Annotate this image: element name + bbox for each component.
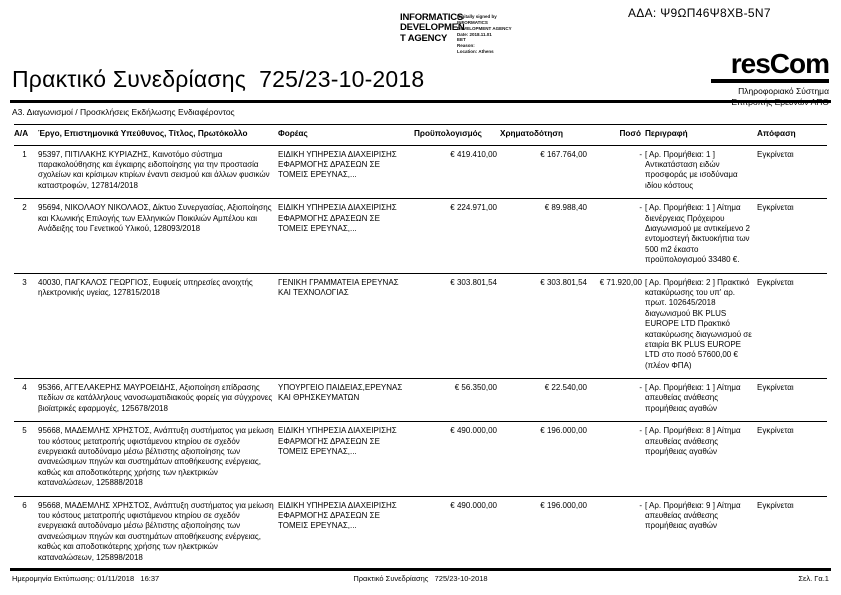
cell-funding: € 22.540,00 bbox=[544, 383, 587, 393]
table-row bbox=[14, 422, 827, 496]
stamp-line: DEVELOPMENT AGENCY bbox=[457, 25, 512, 31]
table-row bbox=[14, 273, 827, 379]
cell-index: 6 bbox=[22, 500, 27, 510]
rescom-tagline-1: Πληροφοριακό Σύστημα bbox=[738, 86, 829, 96]
stamp-line: EET bbox=[457, 37, 466, 43]
rescom-logo-text: resCom bbox=[730, 48, 829, 79]
column-header-agency: Φορέας bbox=[278, 129, 308, 138]
cell-budget: € 419.410,00 bbox=[450, 149, 497, 159]
cell-index: 2 bbox=[22, 203, 27, 213]
page-title: Πρακτικό Συνεδρίασης 725/23-10-2018 bbox=[12, 66, 425, 92]
table-row bbox=[14, 496, 827, 570]
section-heading: Α3. Διαγωνισμοί / Προσκλήσεις Εκδήλωσης Ενδιαφέροντος bbox=[12, 107, 235, 117]
cell-description: [ Αρ. Προμήθεια: 1 ] Αντικατάσταση ειδών προσφοράς με ισοδύναμα ιδίου κόστους bbox=[645, 149, 738, 190]
decisions-table bbox=[14, 124, 827, 570]
column-header-budget: Προϋπολογισμός bbox=[414, 129, 482, 138]
cell-funding: € 303.801,54 bbox=[540, 277, 587, 287]
cell-project: 95668, ΜΑΔΕΜΛΗΣ ΧΡΗΣΤΟΣ, Ανάπτυξη συστήματος για μείωση του κόστους μετατροπής υφιστάμενου κτηρίου σε σχεδόν ενεργειακά αυτοδύναμο μέσω βέλτιστης αξιοποίησης των ανανεώσιμων πηγών και συστημάτων αποθήκευσης ενέργειας, καθώς και αποδοτικότερης χρήσης των ηλεκτρικών καταναλώσεων, 125898/2018 bbox=[38, 500, 274, 562]
cell-decision: Εγκρίνεται bbox=[757, 426, 794, 436]
rescom-logo-underline bbox=[711, 79, 829, 83]
cell-index: 1 bbox=[22, 149, 27, 159]
footer-divider-rule bbox=[10, 568, 831, 571]
cell-agency: ΥΠΟΥΡΓΕΙΟ ΠΑΙΔΕΙΑΣ,ΕΡΕΥΝΑΣ ΚΑΙ ΘΡΗΣΚΕΥΜΑΤΩΝ bbox=[278, 383, 403, 403]
cell-budget: € 303.801,54 bbox=[450, 277, 497, 287]
cell-budget: € 56.350,00 bbox=[454, 383, 497, 393]
cell-decision: Εγκρίνεται bbox=[757, 277, 794, 287]
cell-project: 95694, ΝΙΚΟΛΑΟΥ ΝΙΚΟΛΑΟΣ, Δίκτυο Συνεργασίας, Αξιοποίησης και Κλωνικής Επιλογής των Ελληνικών Ποικιλιών Αμπέλου και Ανάδειξης του Γενετικού Υλικού, 128093/2018 bbox=[38, 203, 272, 233]
cell-index: 5 bbox=[22, 426, 27, 436]
table-row bbox=[14, 379, 827, 422]
cell-budget: € 490.000,00 bbox=[450, 426, 497, 436]
cell-funding: € 167.764,00 bbox=[540, 149, 587, 159]
column-header-decision: Απόφαση bbox=[757, 129, 796, 138]
stamp-line: Location: Athens bbox=[457, 49, 494, 55]
cell-funding: € 196.000,00 bbox=[540, 426, 587, 436]
cell-project: 95668, ΜΑΔΕΜΛΗΣ ΧΡΗΣΤΟΣ, Ανάπτυξη συστήματος για μείωση του κόστους μετατροπής υφιστάμενου κτηρίου σε σχεδόν ενεργειακά αυτοδύναμο μέσω βέλτιστης αξιοποίησης των ανανεώσιμων πηγών και συστημάτων αποθήκευσης ενέργειας, καθώς και αποδοτικότερης χρήσης των ηλεκτρικών καταναλώσεων, 125888/2018 bbox=[38, 426, 274, 488]
ida-agency-text bbox=[400, 13, 465, 44]
page-footer bbox=[12, 574, 829, 583]
cell-agency: ΕΙΔΙΚΗ ΥΠΗΡΕΣΙΑ ΔΙΑΧΕΙΡΙΣΗΣ ΕΦΑΡΜΟΓΗΣ ΔΡΑΣΕΩΝ ΣΕ ΤΟΜΕΙΣ ΕΡΕΥΝΑΣ,... bbox=[278, 149, 397, 180]
cell-description: [ Αρ. Προμήθεια: 2 ] Πρακτικό κατακύρωσης του υπ' αρ. πρωτ. 102645/2018 διαγωνισμού BK PLUS EUROPE LTD Πρακτικό κατακύρωσης διαγωνισμού σε εταιρία BK PLUS EUROPE LTD στο ποσό 57600,00 € (πλέον ΦΠΑ) bbox=[645, 277, 752, 370]
table-row bbox=[14, 145, 827, 199]
ida-agency-line: T AGENCY bbox=[400, 32, 448, 44]
column-header-description: Περιγραφή bbox=[645, 129, 688, 138]
cell-agency: ΕΙΔΙΚΗ ΥΠΗΡΕΣΙΑ ΔΙΑΧΕΙΡΙΣΗΣ ΕΦΑΡΜΟΓΗΣ ΔΡΑΣΕΩΝ ΣΕ ΤΟΜΕΙΣ ΕΡΕΥΝΑΣ,... bbox=[278, 500, 397, 531]
title-divider-rule bbox=[10, 100, 831, 103]
cell-amount: € 71.920,00 bbox=[599, 277, 642, 287]
cell-agency: ΓΕΝΙΚΗ ΓΡΑΜΜΑΤΕΙΑ ΕΡΕΥΝΑΣ ΚΑΙ ΤΕΧΝΟΛΟΓΙΑΣ bbox=[278, 277, 399, 297]
cell-description: [ Αρ. Προμήθεια: 1 ] Αίτημα διενέργειας Πρόχειρου Διαγωνισμού με αντικείμενο 2 εντομοστεγή δικτυοκήπια των 500 m2 έκαστο προϋπολογισμού 33480 €. bbox=[645, 203, 750, 265]
cell-budget: € 224.971,00 bbox=[450, 203, 497, 213]
cell-budget: € 490.000,00 bbox=[450, 500, 497, 510]
footer-print-date: Ημερομηνία Εκτύπωσης: 01/11/2018 16:37 bbox=[12, 574, 160, 583]
cell-funding: € 196.000,00 bbox=[540, 500, 587, 510]
column-header-project: Έργο, Επιστημονικά Υπεύθυνος, Τίτλος, Πρωτόκολλο bbox=[38, 129, 248, 138]
cell-project: 40030, ΠΑΓΚΑΛΟΣ ΓΕΩΡΓΙΟΣ, Ευφυείς υπηρεσίες ανοιχτής ηλεκτρονικής υγείας, 127815/2018 bbox=[38, 277, 253, 297]
cell-decision: Εγκρίνεται bbox=[757, 383, 794, 393]
table-header-row bbox=[14, 125, 827, 146]
cell-amount: - bbox=[639, 149, 642, 159]
ada-number: ΑΔΑ: Ψ9ΩΠ46Ψ8ΧΒ-5Ν7 bbox=[628, 6, 771, 20]
table-row bbox=[14, 199, 827, 273]
cell-agency: ΕΙΔΙΚΗ ΥΠΗΡΕΣΙΑ ΔΙΑΧΕΙΡΙΣΗΣ ΕΦΑΡΜΟΓΗΣ ΔΡΑΣΕΩΝ ΣΕ ΤΟΜΕΙΣ ΕΡΕΥΝΑΣ,... bbox=[278, 203, 397, 233]
cell-index: 3 bbox=[22, 277, 27, 287]
stamp-line: INFORMATICS bbox=[457, 19, 488, 25]
ida-agency-line: DEVELOPMEN bbox=[400, 22, 465, 34]
stamp-line: Date: 2018.11.01 bbox=[457, 31, 492, 37]
cell-description: [ Αρ. Προμήθεια: 8 ] Αίτημα απευθείας ανάθεσης προμήθειας αγαθών bbox=[645, 426, 741, 457]
cell-description: [ Αρ. Προμήθεια: 9 ] Αίτημα απευθείας ανάθεσης προμήθειας αγαθών bbox=[645, 500, 741, 531]
ida-agency-line: INFORMATICS bbox=[400, 12, 464, 23]
cell-description: [ Αρ. Προμήθεια: 1 ] Αίτημα απευθείας ανάθεσης προμήθειας αγαθών bbox=[645, 383, 741, 413]
cell-funding: € 89.988,40 bbox=[544, 203, 587, 213]
cell-amount: - bbox=[639, 383, 642, 393]
column-header-index: Α/Α bbox=[14, 129, 29, 138]
cell-index: 4 bbox=[22, 383, 27, 393]
cell-decision: Εγκρίνεται bbox=[757, 203, 794, 213]
stamp-line: Reason: bbox=[457, 43, 475, 49]
stamp-line: Digitally signed by bbox=[457, 14, 497, 19]
footer-document-title: Πρακτικό Συνεδρίασης 725/23-10-2018 bbox=[353, 574, 488, 583]
cell-amount: - bbox=[639, 426, 642, 436]
cell-project: 95397, ΠΙΤΙΛΑΚΗΣ ΚΥΡΙΑΖΗΣ, Καινοτόμο σύστημα παρακολούθησης και έγκαιρης ειδοποίησης για την προστασία σχολείων και κρίσιμων κτιρίων έναντι σεισμού και άλλων φυσικών καταστροφών, 127814/2018 bbox=[38, 149, 270, 190]
cell-amount: - bbox=[639, 500, 642, 510]
cell-decision: Εγκρίνεται bbox=[757, 500, 794, 510]
cell-agency: ΕΙΔΙΚΗ ΥΠΗΡΕΣΙΑ ΔΙΑΧΕΙΡΙΣΗΣ ΕΦΑΡΜΟΓΗΣ ΔΡΑΣΕΩΝ ΣΕ ΤΟΜΕΙΣ ΕΡΕΥΝΑΣ,... bbox=[278, 426, 397, 457]
cell-amount: - bbox=[639, 203, 642, 213]
cell-project: 95366, ΑΓΓΕΛΑΚΕΡΗΣ ΜΑΥΡΟΕΙΔΗΣ, Αξιοποίηση επίδρασης πεδίων σε κατάλληλους νανοσωματιδιακούς φορείς για σύγχρονες βιοϊατρικές εφαρμογές, 125678/2018 bbox=[38, 383, 273, 413]
footer-page-number: Σελ. Γα.1 bbox=[798, 574, 829, 583]
digital-signature-stamp bbox=[457, 14, 512, 55]
column-header-funding: Χρηματοδότηση bbox=[500, 129, 563, 138]
cell-decision: Εγκρίνεται bbox=[757, 149, 794, 159]
column-header-amount: Ποσό bbox=[619, 129, 641, 138]
